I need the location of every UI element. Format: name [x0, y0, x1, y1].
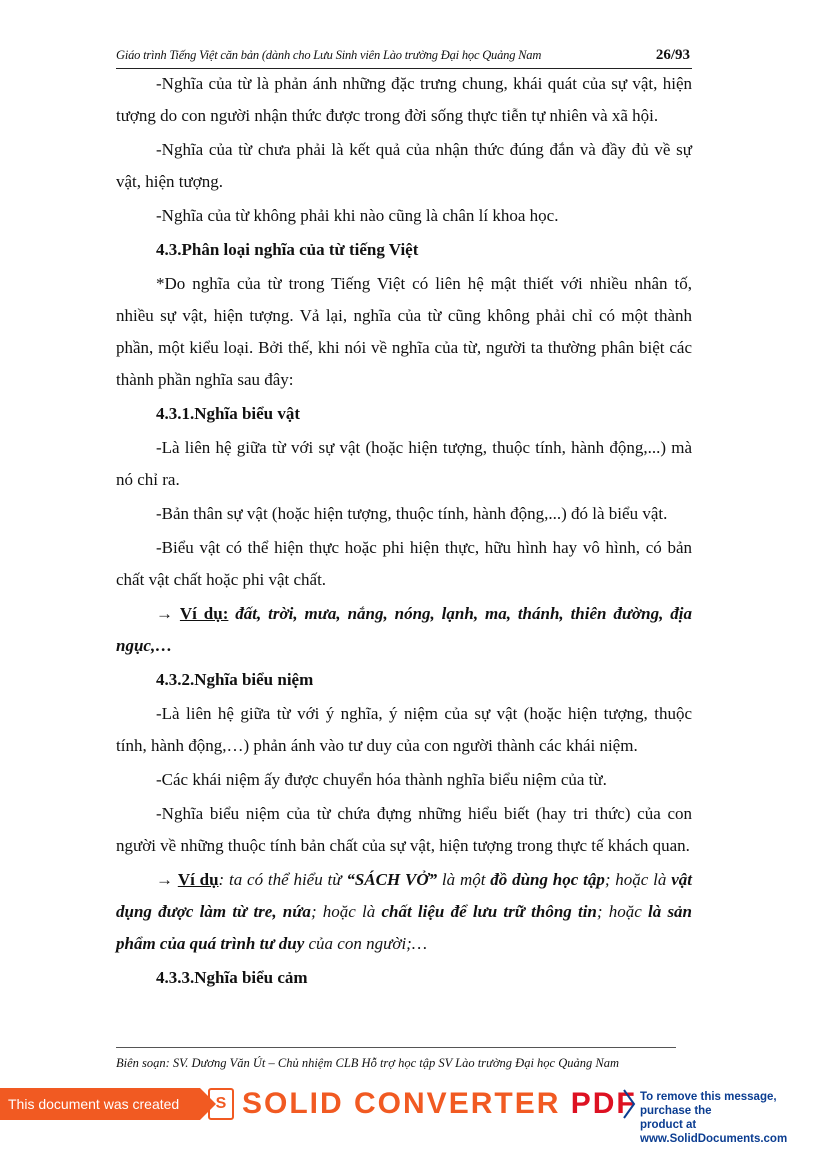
- subsection-heading: 4.3.1.Nghĩa biểu vật: [156, 404, 301, 423]
- example-term: chất liệu để lưu trữ thông tin: [381, 902, 597, 921]
- chevron-right-icon: [622, 1088, 636, 1120]
- example-text: ; hoặc là: [604, 870, 672, 889]
- paragraph: -Nghĩa biểu niệm của từ chứa đựng những hiểu biết (hay tri thức) của con người về những thuộc tính bản chất của sự vật, hiện tượng trong thực tế khách quan.: [116, 804, 692, 855]
- page-header: [116, 46, 692, 69]
- paragraph: -Nghĩa của từ là phản ánh những đặc trưng chung, khái quát của sự vật, hiện tượng do con người nhận thức được trong đời sống thực tiễn tự nhiên và xã hội.: [116, 74, 692, 125]
- page-footer: Biên soạn: SV. Dương Văn Út – Chủ nhiệm CLB Hỗ trợ học tập SV Lào trường Đại học Quảng Nam: [116, 1047, 676, 1071]
- brand-name: [242, 1086, 637, 1122]
- example-text: đất, trời, mưa, nắng, nóng, lạnh, ma, thánh, thiên đường, địa ngục,…: [116, 604, 693, 655]
- page-number: 26/93: [655, 47, 690, 63]
- example-text: của con người;…: [304, 934, 427, 953]
- paragraph: -Bản thân sự vật (hoặc hiện tượng, thuộc tính, hành động,...) đó là biểu vật.: [156, 504, 668, 523]
- example-label: Ví dụ: [177, 870, 219, 889]
- paragraph: *Do nghĩa của từ trong Tiếng Việt có liên hệ mật thiết với nhiều nhân tố, nhiều sự vật, hiện tượng. Vả lại, nghĩa của từ cũng không phải chỉ có một thành phần, một kiểu loại. Bởi thế, khi nói về nghĩa của từ, người ta thường phân biệt các thành phần nghĩa sau đây:: [116, 274, 692, 389]
- arrow-icon: →: [156, 870, 173, 889]
- example-term: “SÁCH VỞ”: [346, 870, 438, 889]
- purchase-line-2: product at www.SolidDocuments.com: [640, 1119, 788, 1145]
- brand-converter: CONVERTER: [354, 1087, 561, 1120]
- banner-created-text: This document was created using: [0, 1088, 200, 1120]
- brand-pdf: PDF: [570, 1087, 637, 1120]
- example-term: vật dụng được làm từ tre, nứa: [116, 870, 692, 921]
- document-body: [116, 68, 692, 996]
- example-paragraph: [116, 598, 692, 662]
- example-text: là một: [437, 870, 491, 889]
- subsection-heading: 4.3.3.Nghĩa biểu cảm: [156, 968, 308, 987]
- paragraph: -Là liên hệ giữa từ với sự vật (hoặc hiện tượng, thuộc tính, hành động,...) mà nó chỉ ra.: [116, 438, 692, 489]
- section-heading: 4.3.Phân loại nghĩa của từ tiếng Việt: [156, 240, 419, 259]
- paragraph: -Nghĩa của từ không phải khi nào cũng là chân lí khoa học.: [156, 206, 559, 225]
- brand-solid: SOLID: [242, 1087, 344, 1120]
- header-title: Giáo trình Tiếng Việt căn bản (dành cho Lưu Sinh viên Lào trường Đại học Quảng Nam: [116, 48, 542, 62]
- purchase-line-1: To remove this message, purchase the: [640, 1091, 777, 1117]
- paragraph: -Các khái niệm ấy được chuyển hóa thành nghĩa biểu niệm của từ.: [156, 770, 607, 789]
- example-label: Ví dụ:: [179, 604, 229, 623]
- solid-logo-icon: S: [208, 1088, 234, 1120]
- example-paragraph: [116, 864, 692, 960]
- paragraph: -Biểu vật có thể hiện thực hoặc phi hiện thực, hữu hình hay vô hình, có bản chất vật chất hoặc phi vật chất.: [116, 538, 692, 589]
- subsection-heading: 4.3.2.Nghĩa biểu niệm: [156, 670, 314, 689]
- arrow-icon: →: [156, 604, 173, 623]
- converter-banner: [0, 1082, 816, 1145]
- example-text: ; hoặc là: [310, 902, 382, 921]
- example-text: ; hoặc: [596, 902, 649, 921]
- example-term: là sản phẩm của quá trình tư duy: [116, 902, 693, 953]
- example-text: : ta có thể hiểu từ: [218, 870, 347, 889]
- example-term: đồ dùng học tập: [490, 870, 605, 889]
- purchase-message[interactable]: [640, 1090, 816, 1146]
- paragraph: -Nghĩa của từ chưa phải là kết quả của nhận thức đúng đắn và đầy đủ về sự vật, hiện tượng.: [116, 140, 692, 191]
- paragraph: -Là liên hệ giữa từ với ý nghĩa, ý niệm của sự vật (hoặc hiện tượng, thuộc tính, hành động,…) phản ánh vào tư duy của con người thành các khái niệm.: [116, 704, 692, 755]
